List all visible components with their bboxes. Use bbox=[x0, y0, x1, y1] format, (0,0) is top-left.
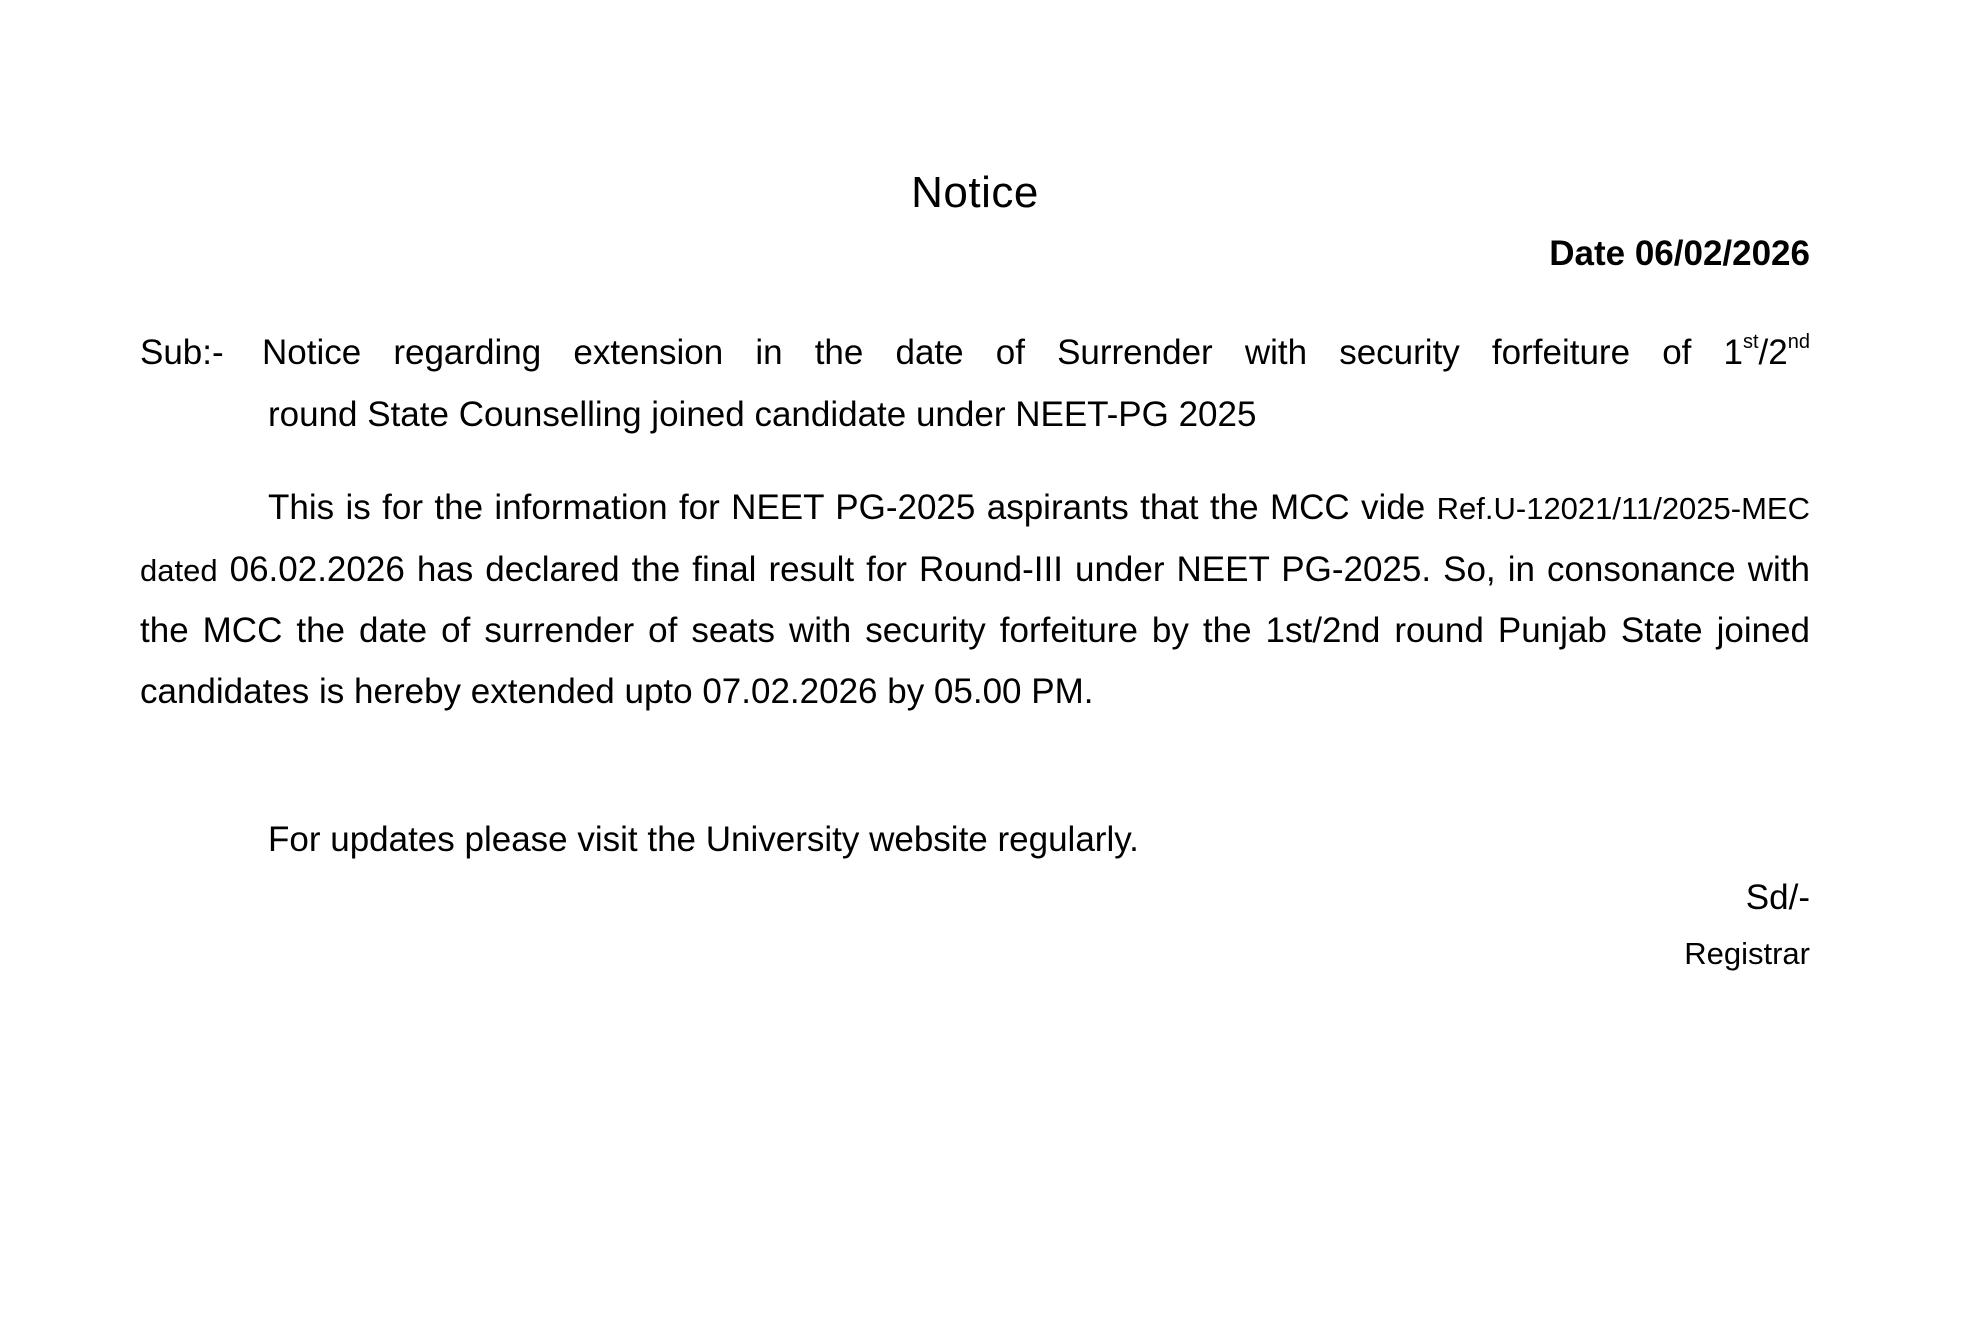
notice-page bbox=[140, 0, 1810, 1332]
subject-block bbox=[140, 322, 1810, 446]
signatory-title: Registrar bbox=[1684, 936, 1810, 971]
superscript-nd: nd bbox=[1787, 331, 1810, 353]
subject-label: Sub:- bbox=[140, 333, 224, 372]
subject-text bbox=[262, 322, 1810, 446]
subject-line-2: round State Counselling joined candidate under NEET-PG 2025 bbox=[268, 395, 1257, 434]
subject-slash-2: /2 bbox=[1758, 333, 1788, 372]
notice-title: Notice bbox=[911, 168, 1039, 217]
subject-line-1-text: Notice regarding extension in the date of Surrender with security forfeiture of 1 bbox=[262, 333, 1743, 372]
body-paragraph bbox=[140, 478, 1810, 722]
mcc-reference: Ref.U-12021/11/2025-MEC dated bbox=[140, 491, 1810, 588]
updates-note: For updates please visit the University website regularly. bbox=[268, 820, 1139, 859]
signature: Sd/- bbox=[1745, 878, 1810, 917]
superscript-st: st bbox=[1742, 331, 1759, 353]
body-text-part-1: This is for the information for NEET PG-2025 aspirants that the MCC vide bbox=[268, 488, 1437, 527]
notice-date: Date 06/02/2026 bbox=[1549, 234, 1810, 273]
body-text-part-2: 06.02.2026 has declared the final result for Round-III under NEET PG-2025. So, in consonance with the MCC the date of surrender of seats with security forfeiture by the 1st/2nd round Punjab State joined candidates is hereby extended upto 07.02.2026 by 05.00 PM. bbox=[140, 549, 1810, 711]
subject-line-1 bbox=[262, 322, 1810, 384]
